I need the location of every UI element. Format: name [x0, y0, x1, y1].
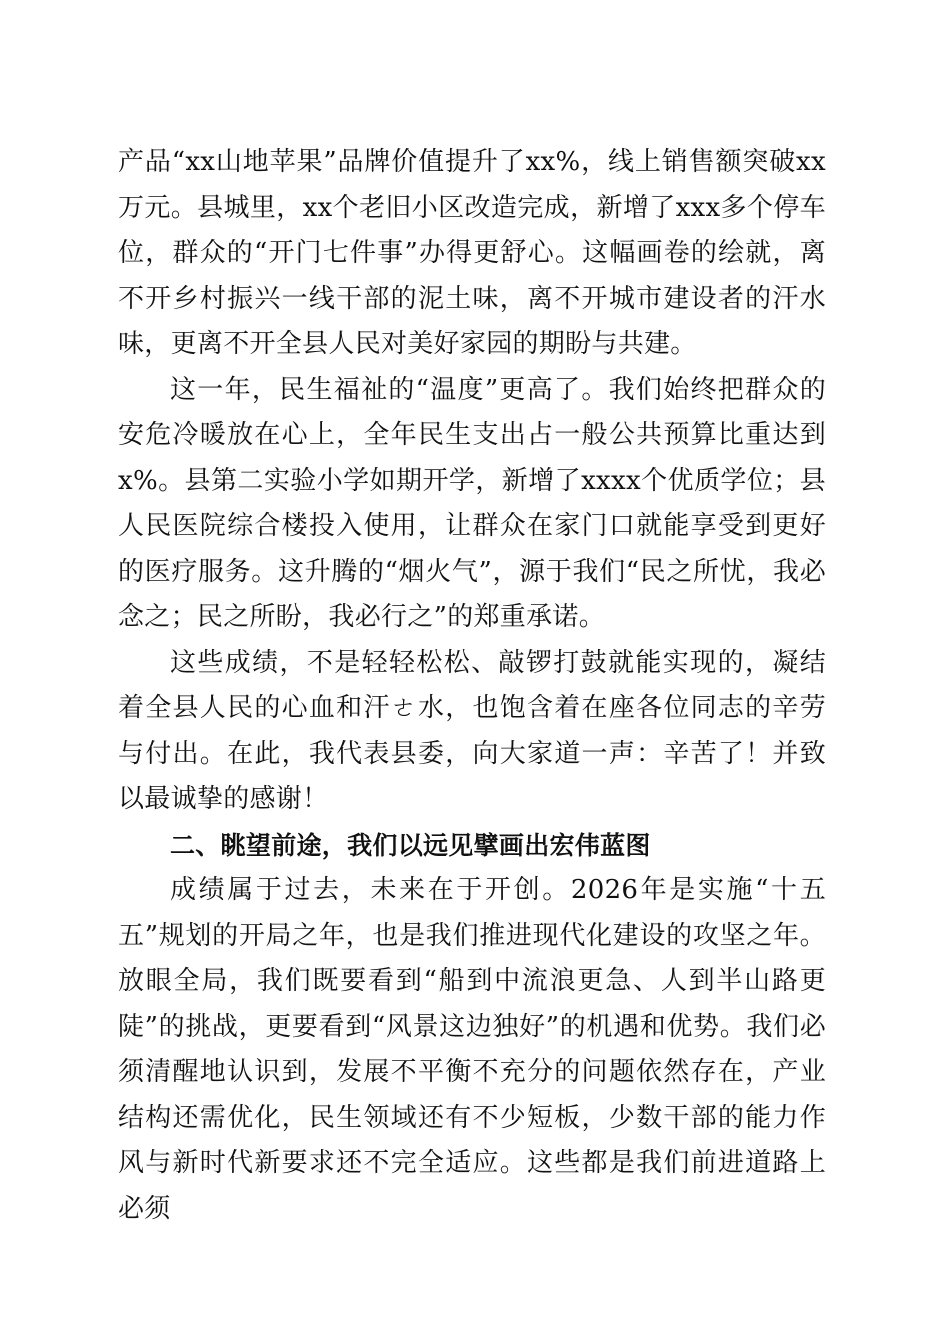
paragraph-gratitude: 这些成绩，不是轻轻松松、敲锣打鼓就能实现的，凝结着全县人民的心血和汗ㄜ水，也饱含着在座各位同志的辛劳与付出。在此，我代表县委，向大家道一声：辛苦了！并致以最诚挚的感谢！ — [118, 647, 826, 814]
paragraph-livelihood: 这一年，民生福祉的“温度”更高了。我们始终把群众的安危冷暖放在心上，全年民生支出占一般公共预算比重达到x%。县第二实验小学如期开学，新增了xxxx个优质学位；县人民医院综合楼投入使用，让群众在家门口就能享受到更好的医疗服务。这升腾的“烟火气”，源于我们“民之所忧，我必念之；民之所盼，我必行之”的郑重承诺。 — [118, 374, 826, 632]
section-heading: 二、眺望前途，我们以远见擘画出宏伟蓝图 — [170, 830, 651, 860]
document-body — [118, 140, 826, 1232]
paragraph-outlook: 成绩属于过去，未来在于开创。2026年是实施“十五五”规划的开局之年，也是我们推进现代化建设的攻坚之年。放眼全局，我们既要看到“船到中流浪更急、人到半山路更陡”的挑战，更要看到“风景这边独好”的机遇和优势。我们必须清醒地认识到，发展不平衡不充分的问题依然存在，产业结构还需优化，民生领域还有不少短板，少数干部的能力作风与新时代新要求还不完全适应。这些都是我们前进道路上必须 — [118, 875, 826, 1224]
paragraph-continuation: 产品“xx山地苹果”品牌价值提升了xx%，线上销售额突破xx万元。县城里，xx个老旧小区改造完成，新增了xxx多个停车位，群众的“开门七件事”办得更舒心。这幅画卷的绘就，离不开乡村振兴一线干部的泥土味，离不开城市建设者的汗水味，更离不开全县人民对美好家园的期盼与共建。 — [118, 147, 826, 359]
